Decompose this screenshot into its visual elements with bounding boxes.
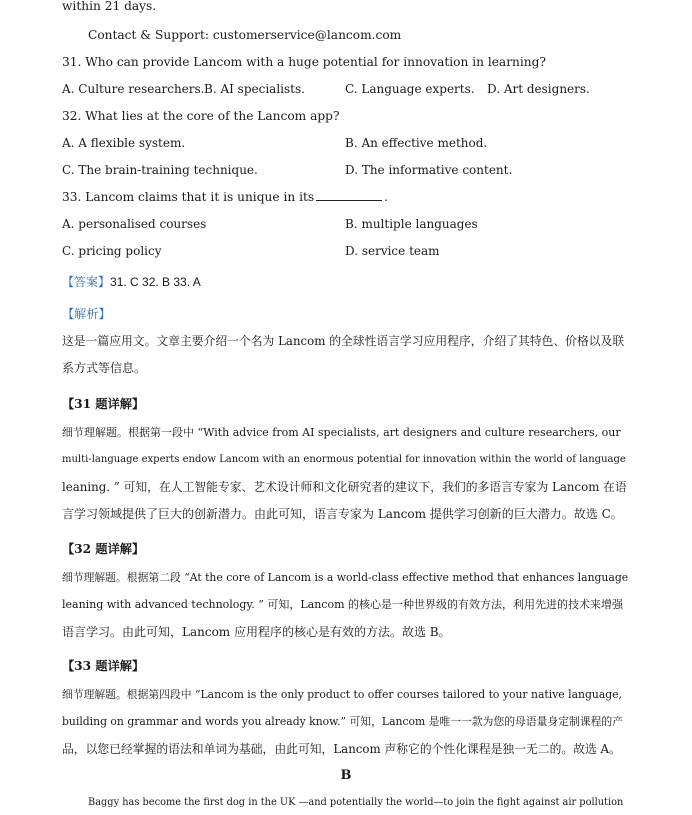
- detail-33-title: 【33 题详解】: [62, 659, 145, 673]
- question-31-option-c: C. Language experts.: [345, 82, 475, 96]
- contact-line: Contact & Support: customerservice@lancom.com: [88, 28, 402, 42]
- detail-32-title: 【32 题详解】: [62, 542, 145, 556]
- detail-31-line-3: leaning. ” 可知，在人工智能专家、艺术设计师和文化研究者的建议下，我们的多语言专家为 Lancom 在语: [62, 480, 627, 494]
- section-heading: B: [340, 768, 352, 783]
- detail-32-line-2: leaning with advanced technology. ” 可知，Lancom 的核心是一种世界级的有效方法，利用先进的技术来增强: [62, 598, 623, 611]
- detail-33-line-3: 品，以您已经掌握的语法和单词为基础，由此可知，Lancom 声称它的个性化课程是独一无二的。故选 A。: [62, 742, 621, 756]
- answer-blank: [316, 190, 382, 201]
- question-32-option-c: C. The brain-training technique.: [62, 163, 258, 177]
- question-33-stem-text: 33. Lancom claims that it is unique in its: [62, 190, 315, 204]
- question-32-option-b: B. An effective method.: [345, 136, 488, 150]
- text-line: within 21 days.: [62, 0, 157, 13]
- answer-tag: 【答案】: [62, 275, 111, 289]
- detail-32-line-1: 细节理解题。根据第二段 “At the core of Lancom is a world-class effective method that enhances language: [62, 571, 629, 584]
- analysis-intro-line-1: 这是一篇应用文。文章主要介绍一个名为 Lancom 的全球性语言学习应用程序，介绍了其特色、价格以及联: [62, 334, 625, 348]
- question-31-option-a: A. Culture researchers.: [62, 82, 205, 96]
- question-33-option-b: B. multiple languages: [345, 217, 478, 231]
- question-33-stem: [62, 189, 388, 205]
- detail-32-line-3: 语言学习。由此可知，Lancom 应用程序的核心是有效的方法。故选 B。: [62, 625, 451, 639]
- detail-33-line-2: building on grammar and words you already know.” 可知，Lancom 是唯一一款为您的母语量身定制课程的产: [62, 715, 624, 728]
- question-33-option-c: C. pricing policy: [62, 244, 162, 258]
- analysis-intro-line-2: 系方式等信息。: [62, 361, 147, 375]
- passage-first-line: Baggy has become the first dog in the UK —and potentially the world—to join the fight against air pollution: [88, 797, 624, 808]
- detail-31-line-2: multi-language experts endow Lancom with an enormous potential for innovation within the world of language: [62, 454, 626, 465]
- question-31-option-b: B. AI specialists.: [204, 82, 305, 96]
- detail-31-line-4: 言学习领域提供了巨大的创新潜力。由此可知，语言专家为 Lancom 提供学习创新的巨大潜力。故选 C。: [62, 507, 623, 521]
- question-32-stem: 32. What lies at the core of the Lancom app?: [62, 109, 340, 123]
- analysis-tag: 【解析】: [62, 307, 111, 321]
- answer-line: [62, 274, 201, 290]
- detail-31-line-1: 细节理解题。根据第一段中 “With advice from AI specialists, art designers and culture researchers, our: [62, 426, 621, 439]
- detail-33-line-1: 细节理解题。根据第四段中 “Lancom is the only product to offer courses tailored to your native language,: [62, 688, 622, 701]
- question-32-option-a: A. A flexible system.: [62, 136, 186, 150]
- question-33-option-d: D. service team: [345, 244, 440, 258]
- question-33-stem-end: .: [384, 190, 388, 204]
- question-31-option-d: D. Art designers.: [487, 82, 590, 96]
- question-33-option-a: A. personalised courses: [62, 217, 207, 231]
- question-31-stem: 31. Who can provide Lancom with a huge potential for innovation in learning?: [62, 55, 546, 69]
- detail-31-title: 【31 题详解】: [62, 397, 145, 411]
- question-32-option-d: D. The informative content.: [345, 163, 513, 177]
- answer-values: 31. C 32. B 33. A: [110, 275, 201, 289]
